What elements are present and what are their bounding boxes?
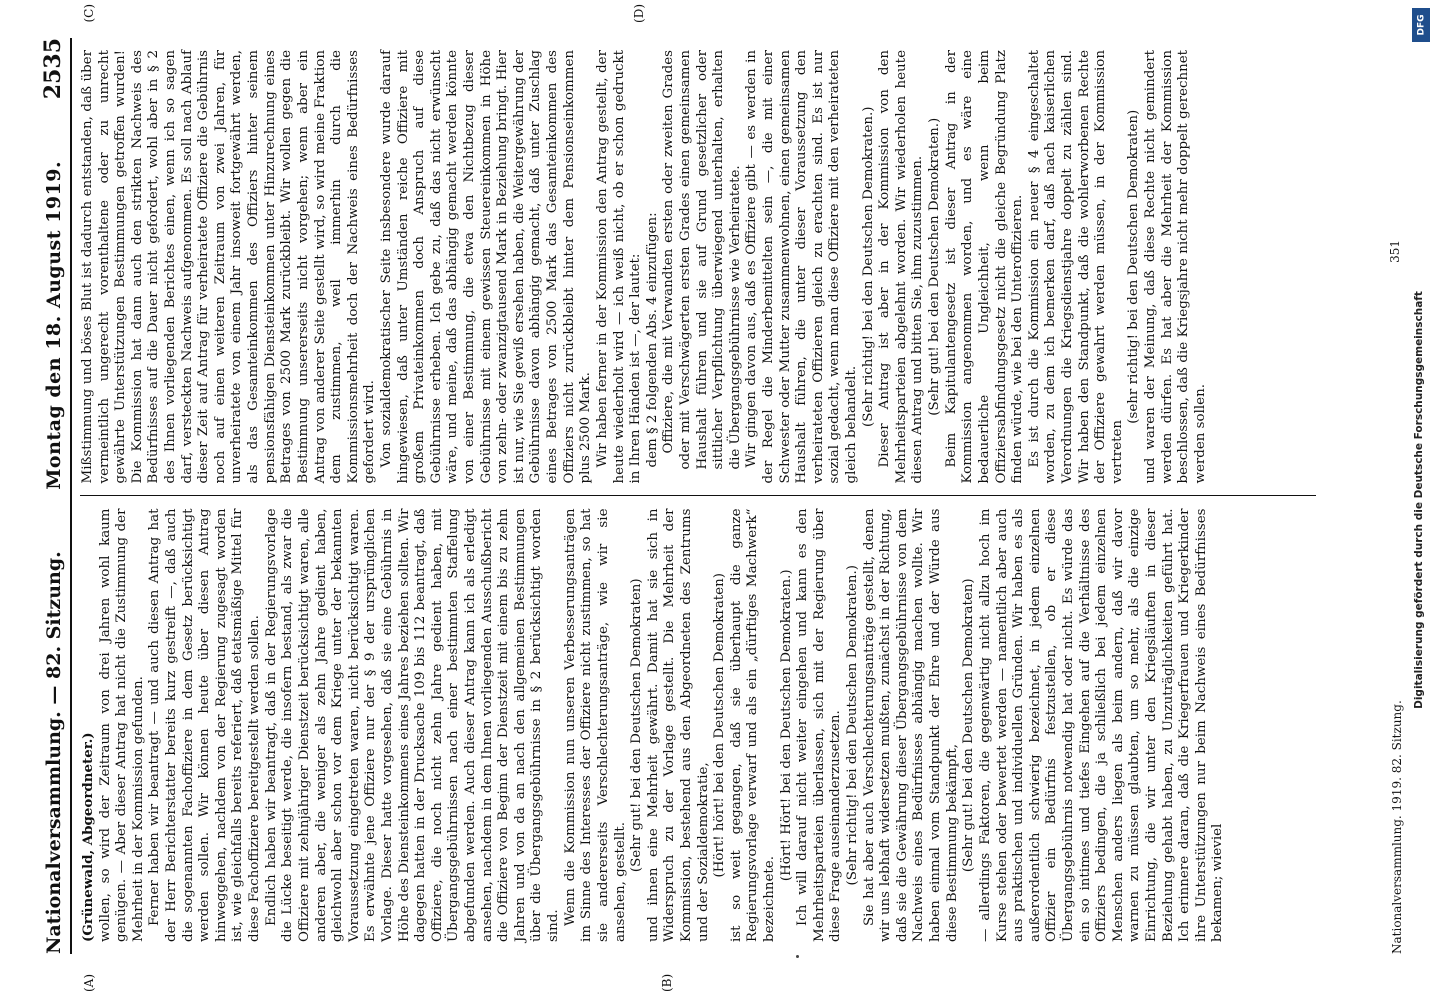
quoted-amendment: Offiziere, die mit Verwandten ersten oder zweiten Grades oder mit Verschwägerten ersten Grades einen gemeinsamen Haushalt führen und sie auf Grund gesetzlicher oder sittlicher Verpflichtung überwiegend unterhalten, erhalten die Übergangsgebührnisse wie Verheiratete. <box>661 50 743 470</box>
paragraph: Wir gingen davon aus, daß es Offiziere gibt — es werden in der Regel die Minderbemittelten sein —, die mit einer Schwester oder Mutter zusammenwohnen, einen gemeinsamen Haushalt führen, die unter dieser Voraussetzung den verheirateten Offizieren gleich zu erachten sind. Es ist nur sozial gedacht, wenn man diese Offiziere mit den verheirateten gleich behandelt. <box>744 50 860 484</box>
credit-text: Digitalisierung gefördert durch die Deutsche Forschungsgemeinschaft <box>1413 291 1426 709</box>
interjection: (Sehr gut! bei den Deutschen Demokraten) <box>629 578 645 873</box>
interjection: (Sehr gut! bei den Deutschen Demokraten.) <box>927 117 943 416</box>
interjection: (sehr richtig! bei den Deutschen Demokraten) <box>1126 109 1142 424</box>
page-footer: Nationalversammlung. 1919. 82. Sitzung. <box>1390 700 1404 954</box>
paragraph: Wir haben ferner in der Kommission den Antrag gestellt, der heute wiederholt wird — ich weiß nicht, ob er schon gedruckt in Ihren Händen ist —, der lautet: <box>594 50 644 484</box>
interjection: (Sehr gut! bei den Deutschen Demokraten) <box>961 578 977 873</box>
paragraph: Endlich haben wir beantragt, daß in der Regierungsvorlage die Lücke beseitigt werde, die insofern bestand, als zwar die Offiziere mit zehnjähriger Dienstzeit berücksichtigt waren, alle anderen aber, die weniger als zehn Jahre gedient haben, gleichwohl aber schon vor dem Kriege unter der bekannten Voraussetzung eingetreten waren, nicht berücksichtigt waren. Es erwähnte jene Offiziere nur der § 9 der ursprünglichen Vorlage. Dieser hatte vorgesehen, daß sie eine Gebührnis in Höhe des Diensteinkommens eines Jahres beziehen sollten. Wir dagegen hatten in der Drucksache 109 bis 112 beantragt, daß Offiziere, die noch nicht zehn Jahre gedient haben, mit Übergangsgebührnissen nach einer bestimmten Staffelung abgefunden werden. Auch dieser Antrag kann ich als erledigt ansehen, nachdem in dem Ihnen vorliegenden Ausschußbericht die Offiziere von Beginn der Dienstzeit mit einem bis zu zehn Jahren und von da an nach den allgemeinen Bestimmungen über die Übergangsgebührnisse in § 2 berücksichtigt worden sind. <box>263 508 562 942</box>
paragraph: wollen, so wird der Zeitraum von drei Jahren wohl kaum genügen. — Aber dieser Antrag hat nicht die Zustimmung der Mehrheit in der Kommission gefunden. <box>97 508 146 942</box>
text-columns <box>80 4 1316 992</box>
paragraph: Dieser Antrag ist aber in der Kommission von den Mehrheitsparteien abgelehnt worden. Wir wiederholen heute diesen Antrag und bitten Sie, ihm zuzustimmen. <box>877 50 926 484</box>
scan-speck <box>796 955 799 958</box>
interjection: (Sehr richtig! bei den Deutschen Demokraten.) <box>845 565 861 886</box>
paragraph: Beim Kapitulantengesetz ist dieser Antrag in der Kommission angenommen worden, und es wäre eine bedauerliche Ungleichheit, wenn beim Offiziersabfindungsgesetz nicht die gleiche Begründung Platz finden würde, wie bei den Unteroffizieren. <box>943 50 1026 484</box>
margin-marker-d: (D) <box>632 4 646 23</box>
paragraph: — allerdings Faktoren, die gegenwärtig nicht allzu hoch im Kurse stehen oder bewertet werden — namentlich aber auch aus praktischen und individuellen Gründen. Wir haben es als außerordentlich schwierig bezeichnet, in jedem einzelnen Offizier ein Bedürfnis festzustellen, ob er diese Übergangsgebührnis notwendig hat oder nicht. Es würde das ein so intimes und tiefes Eingehen auf die Verhältnisse des Offiziers bedingen, die ja schließlich bei jedem einzelnen Menschen anders liegen als beim andern, daß wir davor warnen zu müssen glaubten, um so mehr, als die einzige Einrichtung, die wir unter den Kriegsläuften in dieser Beziehung gehabt haben, zu Unzuträglichkeiten geführt hat. Ich erinnere daran, daß die Kriegerfrauen und Kriegerkinder ihre Unterstützungen nur beim Nachweis eines Bedürfnisses bekamen; wieviel <box>977 508 1226 942</box>
paragraph: Sie hat aber auch Verschlechterungsanträge gestellt, denen wir uns lebhaft widersetzen mußten, zunächst in der Richtung, daß sie die Gewährung dieser Übergangsgebührnisse von dem Nachweis eines Bedürfnisses abhängig machen wollte. Wir haben einmal vom Standpunkt der Ehre und der Würde aus diese Bestimmung bekämpft, <box>861 508 960 942</box>
paragraph: Ich will darauf nicht weiter eingehen und kann es den Mehrheitsparteien überlassen, sich mit der Regierung über diese Frage auseinanderzusetzen. <box>795 508 844 942</box>
paragraph: und waren der Meinung, daß diese Rechte nicht gemindert werden dürfen. Es hat aber die Mehrheit der Kommission beschlossen, daß die Kriegsjahre nicht mehr doppelt gerechnet werden sollen. <box>1143 50 1208 484</box>
right-column <box>80 4 1316 497</box>
interjection: (Hört! hört! bei den Deutschen Demokraten) <box>712 573 728 878</box>
paragraph: Mißstimmung und böses Blut ist dadurch entstanden, daß über vermeintlich ungerecht vorenthaltene oder zu unrecht gewährte Unterstützungen Bestimmungen getroffen wurden! Die Kommission hat dann auch den strikten Nachweis des Bedürfnisses auf die Dauer nicht gefordert, wohl aber in § 2 des Ihnen vorliegenden Berichtes einen, wenn ich so sagen darf, versteckten Nachweis aufgenommen. Es soll nach Ablauf dieser Zeit auf Antrag für verheiratete Offiziere die Gebührnis noch auf einen weiteren Zeitraum von zwei Jahren, für unverheiratete von einem Jahr insoweit fortgewährt werden, als das Gesamteinkommen des Offiziers hinter seinem pensionsfähigen Diensteinkommen unter Hinzurechnung eines Betrages von 2500 Mark zurückbleibt. Wir wollen gegen die Bestimmung unsererseits nicht vorgehen; wenn aber ein Antrag von anderer Seite gestellt wird, so wird meine Fraktion dem zustimmen, weil immerhin durch die Kommissionsmehrheit doch der Nachweis eines Bedürfnisses gefordert wird. <box>80 50 378 484</box>
dfg-logo: DFG <box>1412 8 1430 42</box>
page-number: 2535 <box>40 38 66 100</box>
paragraph: Es ist durch die Kommission ein neuer § 4 eingeschaltet worden, zu dem ich bemerken darf, daß nach kaiserlichen Verordnungen die Kriegsdienstjahre doppelt zu zählen sind. Wir haben den Standpunkt, daß die wohlerworbenen Rechte der Offiziere gewahrt werden müssen, in der Kommission vertreten <box>1026 50 1125 484</box>
paragraph: Wenn die Kommission nun unseren Verbesserungsanträgen im Sinne des Interesses der Offiziere nicht zustimmen, so hat sie andererseits Verschlechterungsanträge, wie wir sie ansehen, gestellt. <box>562 508 628 942</box>
margin-marker-c: (C) <box>82 4 96 23</box>
left-column <box>80 497 1316 992</box>
paragraph: ist so weit gegangen, daß sie überhaupt die ganze Regierungsvorlage verwarf und als ein „dürftiges Machwerk“ bezeichnete. <box>728 508 777 942</box>
header-session: Nationalversammlung. — 82. Sitzung. <box>43 551 65 954</box>
interjection: (Hört! Hört! bei den Deutschen Demokraten.) <box>778 569 794 882</box>
margin-marker-a: (A) <box>82 973 96 992</box>
header-date: Montag den 18. August 1919. <box>43 160 65 490</box>
interjection: (Sehr richtig! bei den Deutschen Demokraten.) <box>860 106 876 427</box>
speaker-label: (Grünewald, Abgeordneter.) <box>80 732 96 942</box>
paragraph: und ihnen eine Mehrheit gewährt. Damit hat sie sich in Widerspruch zu der Vorlage gestellt. Die Mehrheit der Kommission, bestehend aus den Abgeordneten des Zentrums und der Sozialdemokratie, <box>645 508 711 942</box>
paragraph: Von sozialdemokratischer Seite insbesondere wurde darauf hingewiesen, daß unter Umständen reiche Offiziere mit großem Privateinkommen doch Anspruch auf diese Gebührnisse erheben. Ich gebe zu, daß das nicht erwünscht wäre, und meine, daß das abhängig gemacht werden könnte von einer Bestimmung, die etwa den Nichtbezug dieser Gebührnisse mit einem gewissen Steuereinkommen in Höhe von zehn- oder zwanzigtausend Mark in Beziehung bringt. Hier ist nur, wie Sie gewiß ersehen haben, die Weitergewährung der Gebührnisse davon abhängig gemacht, daß unter Zuschlag eines Betrages von 2500 Mark das Gesamteinkommen des Offiziers nicht zurückbleibt hinter dem Pensionseinkommen plus 2500 Mark. <box>378 50 594 484</box>
margin-marker-b: (B) <box>660 973 674 992</box>
folio-number: 351 <box>1388 240 1402 263</box>
page-header <box>40 38 72 954</box>
paragraph: Ferner haben wir beantragt — und auch diesen Antrag hat der Herr Berichterstatter bereits kurz gestreift —, daß auch die sogenannten Fachoffiziere in dem Gesetz berücksichtigt werden sollen. Wir können heute über diesen Antrag hinweggehen, nachdem von der Regierung zugesagt worden ist, wie gleichfalls bereits referiert, daß etatsmäßige Mittel für diese Fachoffiziere bereitgestellt werden sollen. <box>147 508 263 942</box>
paragraph: dem § 2 folgenden Abs. 4 einzufügen: <box>644 212 660 468</box>
